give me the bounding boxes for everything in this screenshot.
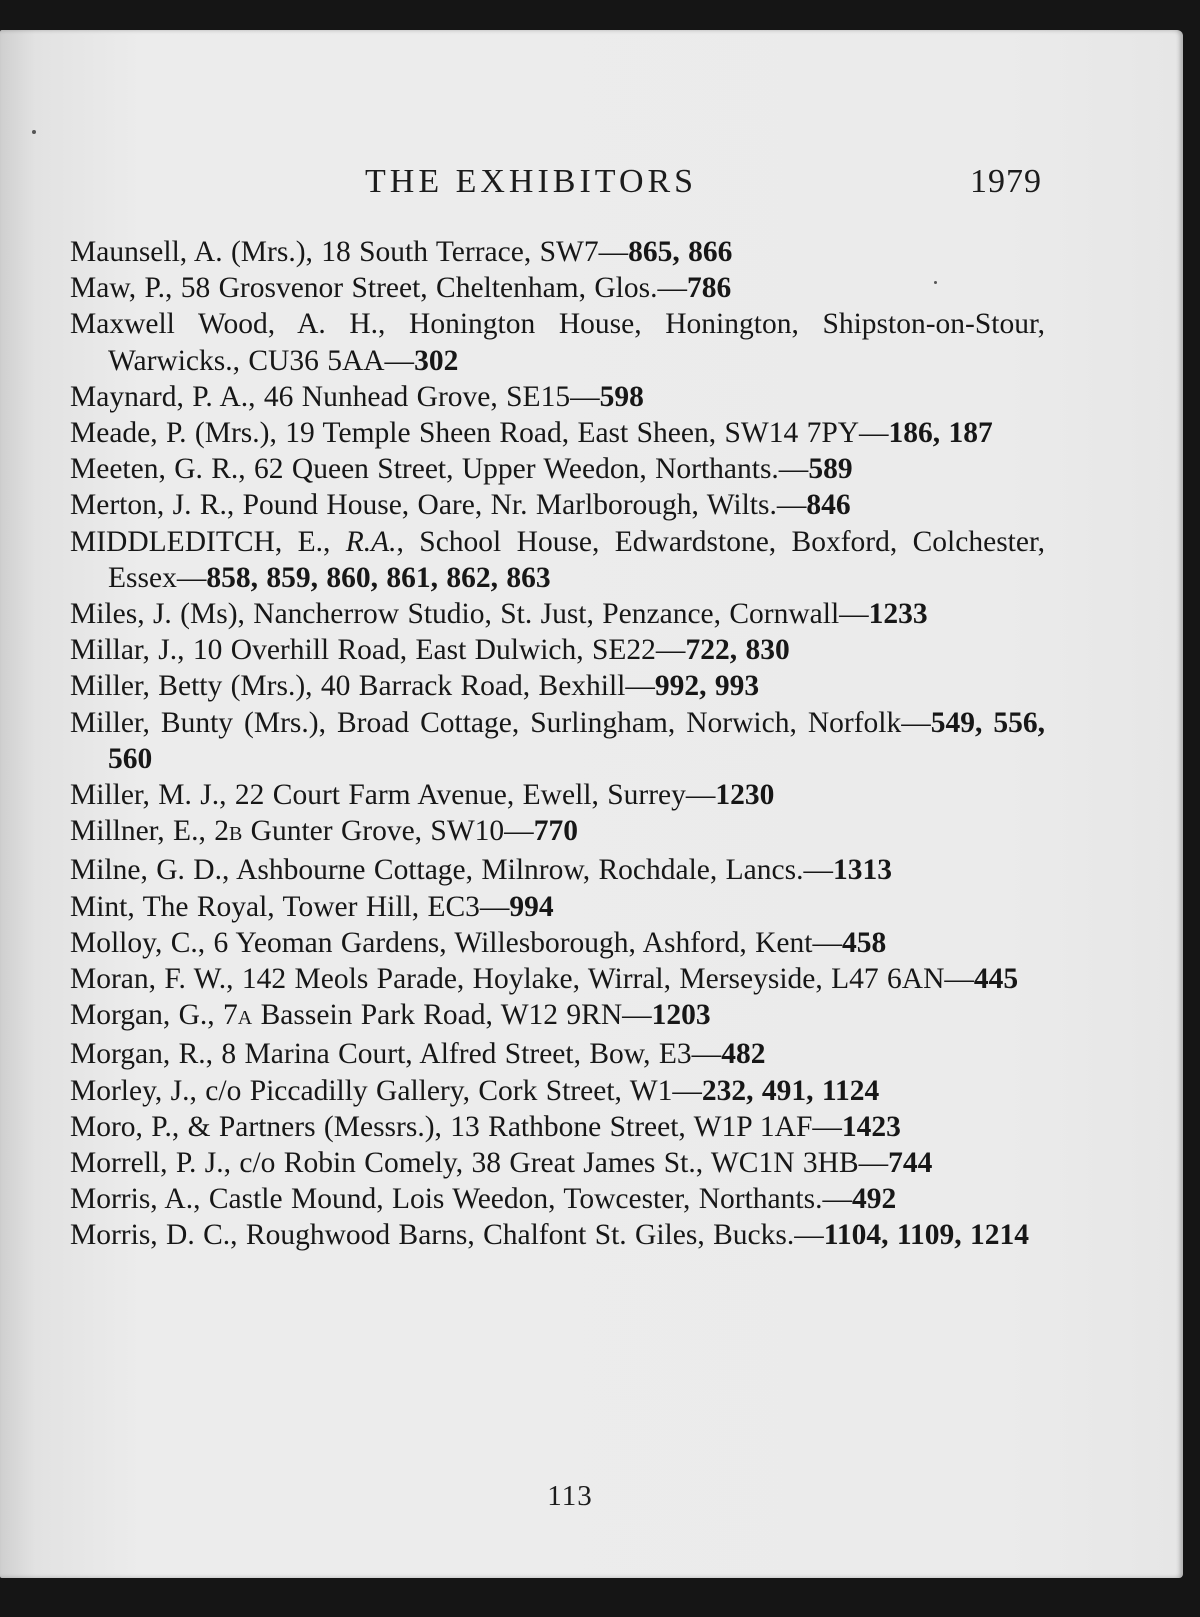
page-number: 113: [547, 1480, 593, 1512]
exhibitor-entry: [70, 889, 1045, 925]
exhibitor-entry: [70, 668, 1045, 704]
exhibitor-entry: [70, 1109, 1045, 1145]
entry-text: Maxwell Wood, A. H., Honington House, Honington, Shipston-on-Stour, Warwicks., CU36 5AA—: [70, 308, 1045, 377]
entry-text: Morgan, R., 8 Marina Court, Alfred Street, Bow, E3—: [70, 1038, 722, 1071]
exhibitor-entry: [70, 1073, 1045, 1109]
entry-text: Molloy, C., 6 Yeoman Gardens, Willesborough, Ashford, Kent—: [70, 926, 842, 959]
entry-text: Maw, P., 58 Grosvenor Street, Cheltenham, Glos.—: [70, 272, 687, 305]
entry-text: Mint, The Royal, Tower Hill, EC3—: [70, 890, 510, 923]
entry-text: Maunsell, A. (Mrs.), 18 South Terrace, SW7—: [70, 236, 629, 268]
entry-numbers: 1104, 1109, 1214: [823, 1219, 1029, 1252]
running-head: [0, 160, 1200, 204]
entry-numbers: 1203: [651, 999, 711, 1032]
exhibitor-entry: [70, 415, 1045, 451]
entry-honour: R.A.: [345, 525, 397, 558]
exhibitor-entry: [70, 852, 1045, 888]
exhibitor-entry: [70, 306, 1045, 378]
entry-numbers: 722, 830: [685, 634, 790, 667]
entry-text: Maynard, P. A., 46 Nunhead Grove, SE15—: [70, 380, 600, 413]
entry-text: Merton, J. R., Pound House, Oare, Nr. Marlborough, Wilts.—: [70, 489, 807, 522]
exhibitor-entry: [70, 379, 1045, 415]
page-year: 1979: [970, 163, 1042, 200]
exhibitor-entry: [70, 270, 1045, 306]
exhibitor-entry: [70, 813, 1045, 852]
exhibitor-entry: [70, 487, 1045, 523]
entry-numbers: 846: [806, 489, 851, 522]
exhibitor-entry: [70, 451, 1045, 487]
entry-text: Moran, F. W., 142 Meols Parade, Hoylake, Wirral, Merseyside, L47 6AN—: [70, 963, 974, 996]
entry-text: Moro, P., & Partners (Messrs.), 13 Rathbone Street, W1P 1AF—: [70, 1110, 842, 1143]
entry-text-pre: MIDDLEDITCH, E.,: [70, 525, 346, 558]
entry-text: Morrell, P. J., c/o Robin Comely, 38 Great James St., WC1N 3HB—: [70, 1147, 889, 1180]
entry-text: Millar, J., 10 Overhill Road, East Dulwich, SE22—: [70, 634, 686, 667]
print-speck: [32, 130, 36, 134]
entry-numbers: 598: [599, 380, 644, 413]
entry-text: Milne, G. D., Ashbourne Cottage, Milnrow, Rochdale, Lancs.—: [70, 854, 833, 887]
entry-numbers: 445: [973, 963, 1019, 996]
exhibitor-entry: [70, 234, 1045, 270]
exhibitor-entry: [70, 997, 1045, 1036]
entry-text: , School House, Edwardstone, Boxford, Colchester, Essex—: [108, 525, 1045, 594]
entry-numbers: 865, 866: [628, 236, 733, 268]
exhibitor-list: [70, 234, 1045, 1254]
entry-small-cap: B: [228, 823, 243, 846]
entry-text: Meeten, G. R., 62 Queen Street, Upper Weedon, Northants.—: [70, 453, 809, 486]
entry-numbers: 1233: [868, 598, 928, 631]
entry-text: Morris, A., Castle Mound, Lois Weedon, Towcester, Northants.—: [70, 1183, 852, 1216]
page-title: THE EXHIBITORS: [365, 163, 698, 200]
entry-text: Morley, J., c/o Piccadilly Gallery, Cork Street, W1—: [70, 1074, 702, 1107]
exhibitor-entry: [70, 961, 1045, 997]
entry-numbers: 744: [888, 1147, 933, 1180]
entry-numbers: 302: [414, 344, 459, 377]
exhibitor-entry: [70, 524, 1045, 596]
entry-numbers: 458: [841, 926, 887, 959]
entry-text: Gunter Grove, SW10—: [242, 815, 534, 848]
entry-numbers: 770: [533, 815, 578, 848]
exhibitor-entry: [70, 1145, 1045, 1181]
exhibitor-entry: [70, 705, 1045, 777]
entry-text-pre: Morgan, G., 7: [70, 999, 238, 1032]
entry-numbers: 992, 993: [654, 670, 760, 703]
entry-text: Morris, D. C., Roughwood Barns, Chalfont St. Giles, Bucks.—: [70, 1219, 824, 1252]
entry-text: Miller, Bunty (Mrs.), Broad Cottage, Surlingham, Norwich, Norfolk—: [70, 706, 931, 739]
exhibitor-entry: [70, 596, 1045, 632]
entry-numbers: 994: [509, 890, 554, 923]
exhibitor-entry: [70, 925, 1045, 961]
entry-text: Bassein Park Road, W12 9RN—: [252, 999, 652, 1032]
exhibitor-entry: [70, 1181, 1045, 1217]
entry-numbers: 589: [808, 453, 853, 486]
entry-small-cap: A: [237, 1007, 253, 1030]
entry-numbers: 1423: [841, 1110, 901, 1143]
entry-numbers: 1313: [832, 854, 892, 887]
entry-numbers: 1230: [715, 779, 775, 812]
entry-text: Miller, M. J., 22 Court Farm Avenue, Ewell, Surrey—: [70, 779, 716, 812]
exhibitor-entry: [70, 632, 1045, 668]
entry-text: Miller, Betty (Mrs.), 40 Barrack Road, Bexhill—: [70, 670, 655, 703]
entry-numbers: 786: [686, 272, 732, 305]
entry-text-pre: Millner, E., 2: [70, 815, 229, 848]
entry-numbers: 492: [851, 1183, 897, 1216]
exhibitor-entry: [70, 1217, 1045, 1253]
entry-text: Meade, P. (Mrs.), 19 Temple Sheen Road, East Sheen, SW14 7PY—: [70, 417, 889, 450]
entry-numbers: 549, 556, 560: [108, 706, 1045, 775]
exhibitor-entry: [70, 777, 1045, 813]
exhibitor-entry: [70, 1036, 1045, 1072]
entry-numbers: 858, 859, 860, 861, 862, 863: [206, 561, 551, 594]
entry-numbers: 232, 491, 1124: [701, 1074, 880, 1107]
entry-numbers: 186, 187: [888, 417, 993, 450]
entry-text: Miles, J. (Ms), Nancherrow Studio, St. Just, Penzance, Cornwall—: [70, 598, 869, 631]
entry-numbers: 482: [721, 1038, 766, 1071]
